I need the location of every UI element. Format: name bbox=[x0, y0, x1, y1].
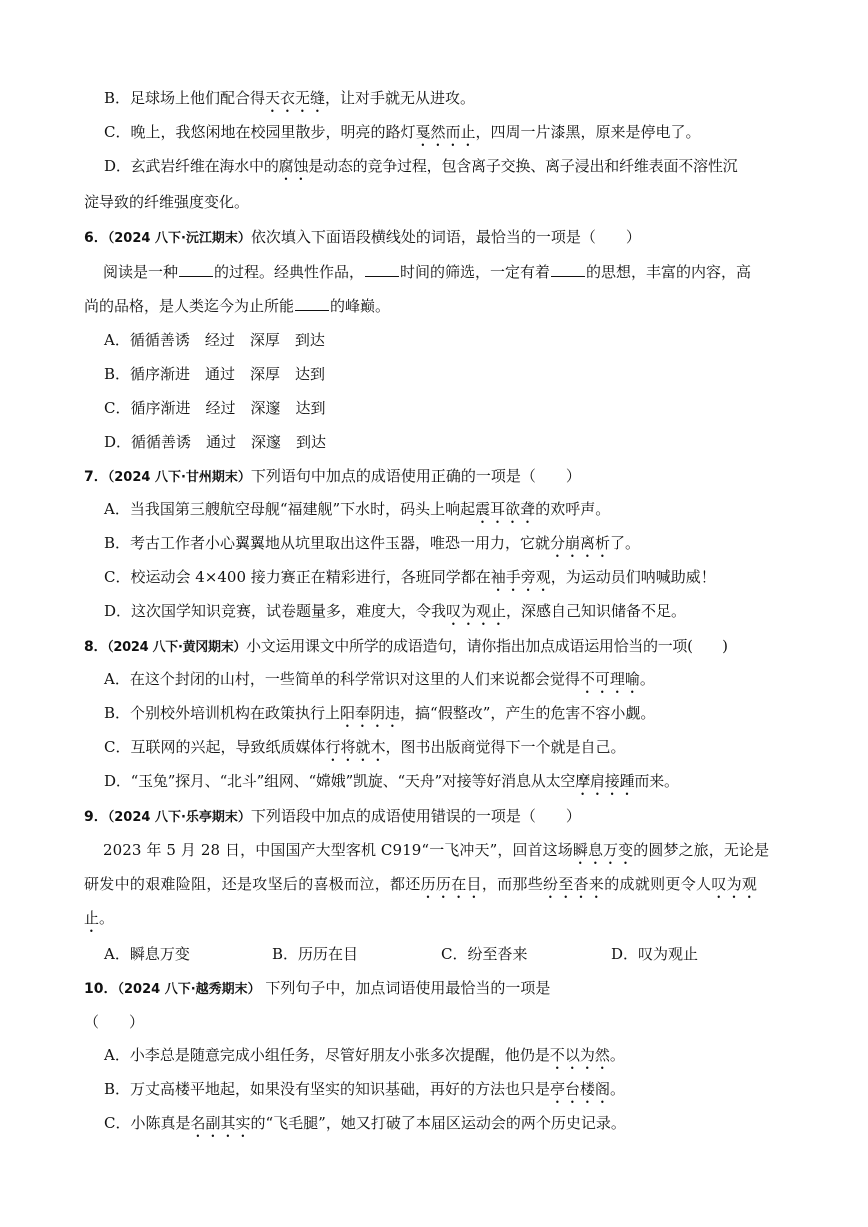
dotted-idiom: 分崩离析 bbox=[550, 534, 611, 552]
question-source: （2024 八下·越秀期末） bbox=[117, 982, 261, 997]
passage-text: 的过程。经典性作品， bbox=[214, 263, 365, 281]
q10-answer-paren: （ ） bbox=[84, 1013, 145, 1031]
question-stem: 下列语段中加点的成语使用错误的一项是（ ） bbox=[250, 807, 581, 825]
q10-option-c bbox=[104, 1113, 626, 1141]
dotted-idiom: 止 bbox=[84, 909, 100, 927]
passage-text: ，而那些 bbox=[481, 875, 544, 893]
question-stem: 下列语句中加点的成语使用正确的一项是（ ） bbox=[250, 467, 581, 485]
q9-choice-a: A．瞬息万变 bbox=[104, 945, 190, 963]
option-text: 的欢呼声。 bbox=[535, 500, 611, 518]
option-text: ，搞“假整改”，产生的危害不容小觑。 bbox=[400, 704, 656, 722]
option-text: D．“玉兔”探月、“北斗”组网、“嫦娥”凯旋、“天舟”对接等好消息从太空 bbox=[104, 772, 576, 790]
question-source: （2024 八下·甘州期末） bbox=[107, 470, 251, 485]
dotted-idiom: 纷至沓来 bbox=[543, 875, 605, 893]
question-number: 9． bbox=[84, 809, 108, 825]
dotted-idiom: 戛然而止 bbox=[415, 123, 476, 141]
question-number: 6． bbox=[84, 230, 108, 246]
option-text: C．校运动会 4×400 接力赛正在精彩进行，各班同学都在 bbox=[104, 568, 491, 586]
q9-choice-c: C．纷至沓来 bbox=[441, 945, 528, 963]
question-7-header bbox=[84, 466, 581, 488]
option-text: 是动态的竞争过程，包含离子交换、离子浸出和纤维表面不溶性沉 bbox=[308, 157, 738, 175]
question-number: 10． bbox=[84, 981, 118, 997]
option-text: C．晚上，我悠闲地在校园里散步，明亮的路灯 bbox=[104, 123, 416, 141]
question-number: 7． bbox=[84, 469, 108, 485]
option-text: B．万丈高楼平地起，如果没有坚实的知识基础，再好的方法也只是 bbox=[104, 1080, 551, 1098]
option-text: ，让对手就无从进攻。 bbox=[325, 89, 476, 107]
passage-text: 。 bbox=[99, 909, 115, 927]
passage-text: 时间的筛选，一定有着 bbox=[400, 263, 551, 281]
question-source: （2024 八下·沅江期末） bbox=[107, 231, 251, 246]
passage-text: 尚的品格，是人类迄今为止所能 bbox=[84, 297, 295, 315]
q9-choice-d: D．叹为观止 bbox=[611, 945, 699, 963]
question-8-header bbox=[84, 636, 728, 658]
q5-option-d bbox=[104, 156, 737, 184]
dotted-idiom: 摩肩接踵 bbox=[575, 772, 635, 790]
q5-option-d-continued: 淀导致的纤维强度变化。 bbox=[84, 193, 250, 211]
option-text: D．这次国学知识竞赛，试卷题量多，难度大，令我 bbox=[104, 602, 447, 620]
dotted-idiom: 叹为观止 bbox=[446, 602, 507, 620]
option-text: 。 bbox=[610, 1080, 626, 1098]
option-text: 了。 bbox=[610, 534, 641, 552]
option-text: B．足球场上他们配合得 bbox=[104, 89, 266, 107]
question-stem: 小文运用课文中所学的成语造句，请你指出加点成语运用恰当的一项( ) bbox=[246, 637, 728, 655]
option-text: 。 bbox=[609, 1046, 625, 1064]
q8-option-b bbox=[104, 703, 655, 731]
question-number: 8． bbox=[84, 639, 108, 655]
q7-option-c bbox=[104, 567, 716, 595]
dotted-word: 腐蚀 bbox=[278, 157, 309, 175]
q6-option-d: D．循循善诱 通过 深邃 到达 bbox=[104, 433, 327, 451]
question-source: （2024 八下·乐亭期末） bbox=[107, 810, 251, 825]
dotted-idiom: 瞬息万变 bbox=[572, 841, 634, 859]
q10-option-b bbox=[104, 1079, 625, 1107]
dotted-idiom: 不以为然 bbox=[549, 1046, 610, 1064]
question-stem: 依次填入下面语段横线处的词语，最恰当的一项是（ ） bbox=[250, 228, 641, 246]
question-9-header bbox=[84, 806, 581, 828]
option-text: 的“飞毛腿”，她又打破了本届区运动会的两个历史记录。 bbox=[250, 1114, 626, 1132]
q8-option-d bbox=[104, 771, 679, 799]
q9-passage-line-2 bbox=[84, 874, 757, 902]
q10-option-a bbox=[104, 1045, 625, 1073]
q6-option-a: A．循循善诱 经过 深厚 到达 bbox=[104, 331, 325, 349]
option-text: 而来。 bbox=[634, 772, 679, 790]
passage-text: 的圆梦之旅，无论是 bbox=[633, 841, 770, 859]
dotted-idiom: 行将就木 bbox=[325, 738, 386, 756]
q9-choices-row bbox=[0, 944, 868, 964]
q9-passage-line-1 bbox=[103, 840, 769, 868]
q9-passage-line-3 bbox=[84, 908, 114, 936]
option-text: 。 bbox=[639, 670, 655, 688]
option-text: ，图书出版商觉得下一个就是自己。 bbox=[385, 738, 626, 756]
dotted-idiom: 袖手旁观 bbox=[490, 568, 551, 586]
dotted-idiom: 历历在目 bbox=[420, 875, 482, 893]
option-text: ，四周一片漆黑，原来是停电了。 bbox=[475, 123, 701, 141]
fill-blank bbox=[295, 296, 329, 311]
option-text: ，为运动员们呐喊助威！ bbox=[550, 568, 716, 586]
option-text: ，深感自己知识储备不足。 bbox=[506, 602, 687, 620]
q7-option-b bbox=[104, 533, 640, 561]
question-source: （2024 八下·黄冈期末） bbox=[107, 640, 247, 655]
dotted-idiom: 不可理喻 bbox=[579, 670, 640, 688]
dotted-idiom: 名副其实 bbox=[190, 1114, 251, 1132]
option-text: D．玄武岩纤维在海水中的 bbox=[104, 157, 279, 175]
passage-text: 研发中的艰难险阻，还是攻坚后的喜极而泣，都还 bbox=[84, 875, 421, 893]
q9-choice-b: B．历历在目 bbox=[272, 945, 359, 963]
option-text: B．考古工作者小心翼翼地从坑里取出这件玉器，唯恐一用力，它就 bbox=[104, 534, 551, 552]
q6-passage-line-1 bbox=[103, 262, 751, 282]
q7-option-a bbox=[104, 499, 610, 527]
q5-option-b bbox=[104, 88, 475, 116]
question-stem: 下列句子中，加点词语使用最恰当的一项是 bbox=[260, 979, 551, 997]
passage-text: 的思想，丰富的内容，高 bbox=[586, 263, 752, 281]
q7-option-d bbox=[104, 601, 686, 629]
option-text: C．互联网的兴起，导致纸质媒体 bbox=[104, 738, 326, 756]
question-10-header bbox=[84, 978, 550, 1000]
option-text: B．个别校外培训机构在政策执行上 bbox=[104, 704, 341, 722]
dotted-idiom: 震耳欲聋 bbox=[475, 500, 536, 518]
fill-blank bbox=[551, 262, 585, 277]
q6-passage-line-2 bbox=[84, 296, 390, 316]
q8-option-a bbox=[104, 669, 655, 697]
q5-option-c bbox=[104, 122, 701, 150]
option-text: A．小李总是随意完成小组任务，尽管好朋友小张多次提醒，他仍是 bbox=[104, 1046, 550, 1064]
fill-blank bbox=[179, 262, 213, 277]
passage-text: 2023 年 5 月 28 日，中国国产大型客机 C919“一飞冲天”，回首这场 bbox=[103, 841, 573, 859]
passage-text: 的成就则更令人 bbox=[604, 875, 712, 893]
option-text: C．小陈真是 bbox=[104, 1114, 191, 1132]
fill-blank bbox=[365, 262, 399, 277]
question-6-header bbox=[84, 227, 641, 249]
passage-text: 阅读是一种 bbox=[103, 263, 179, 281]
option-text: A．在这个封闭的山村，一些简单的科学常识对这里的人们来说都会觉得 bbox=[104, 670, 580, 688]
dotted-idiom: 天衣无缝 bbox=[265, 89, 326, 107]
q6-option-b: B．循序渐进 通过 深厚 达到 bbox=[104, 365, 326, 383]
dotted-idiom: 亭台楼阁 bbox=[550, 1080, 611, 1098]
option-text: A．当我国第三艘航空母舰“福建舰”下水时，码头上响起 bbox=[104, 500, 476, 518]
passage-text: 的峰巅。 bbox=[330, 297, 391, 315]
dotted-idiom: 叹为观 bbox=[711, 875, 758, 893]
dotted-idiom: 阳奉阴违 bbox=[340, 704, 401, 722]
q8-option-c bbox=[104, 737, 626, 765]
q6-option-c: C．循序渐进 经过 深邃 达到 bbox=[104, 399, 326, 417]
